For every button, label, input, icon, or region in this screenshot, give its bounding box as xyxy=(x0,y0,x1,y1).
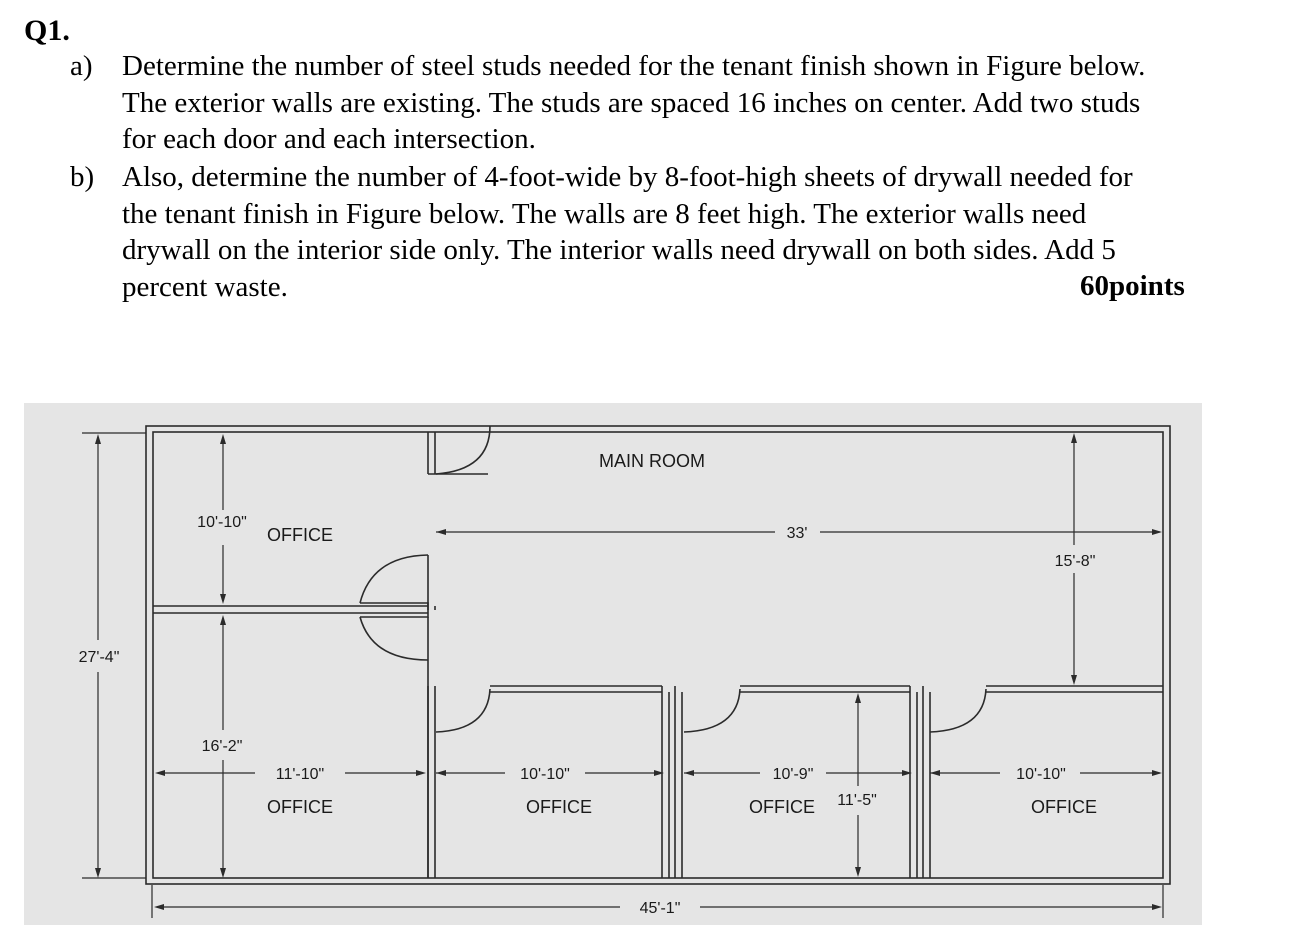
door-top-office xyxy=(360,555,428,603)
part-a xyxy=(70,48,1270,160)
part-a-line-2: The exterior walls are existing. The studs are spaced 16 inches on center. Add two studs xyxy=(122,86,1141,119)
dim-top-office-depth: 10'-10" xyxy=(197,514,247,531)
floor-plan-drawing xyxy=(24,403,1202,925)
dim-office3-width: 10'-9" xyxy=(772,766,814,783)
office-wall-lower xyxy=(428,555,435,878)
door-bottom-office xyxy=(360,617,428,660)
part-a-line-3: for each door and each intersection. xyxy=(122,123,536,155)
dim-overall-width: 45'-1" xyxy=(639,900,681,917)
office-top-left-label: OFFICE xyxy=(267,525,333,545)
partition-3-4b xyxy=(923,686,930,878)
part-b-label: b) xyxy=(70,161,95,193)
office-1-label: OFFICE xyxy=(267,797,333,817)
dim-main-room-width: 33' xyxy=(786,525,808,542)
dim-office4-width: 10'-10" xyxy=(1016,766,1066,783)
office2-top-wall xyxy=(490,686,662,692)
door-office-3 xyxy=(684,689,740,732)
partition-3-4 xyxy=(910,686,917,878)
part-a-line-1: Determine the number of steel studs needed for the tenant finish shown in Figure below. xyxy=(122,50,1146,82)
part-b-line-2: the tenant finish in Figure below. The walls are 8 feet high. The exterior walls need xyxy=(122,197,1087,230)
floor-plan-figure xyxy=(24,403,1202,925)
part-b-line-3: drywall on the interior side only. The interior walls need drywall on both sides. Add 5 xyxy=(122,234,1116,266)
part-b-line-1: Also, determine the number of 4-foot-wide by 8-foot-high sheets of drywall needed for xyxy=(122,161,1133,193)
dim-bottom-office-depth: 16'-2" xyxy=(201,738,243,755)
part-a-label: a) xyxy=(70,50,93,82)
office1-right-wall xyxy=(428,686,435,878)
dim-office1-width: 11'-10" xyxy=(275,766,325,783)
dimension-lines xyxy=(82,433,1163,918)
points-value: 60points xyxy=(1080,270,1185,302)
office-wall-upper xyxy=(428,432,435,474)
main-room-label: MAIN ROOM xyxy=(599,451,705,471)
dim-main-room-depth: 15'-8" xyxy=(1054,553,1096,570)
office4-top-wall xyxy=(986,686,1163,692)
partition-2-3 xyxy=(662,686,669,878)
office3-top-wall xyxy=(740,686,910,692)
dim-overall-height: 27'-4" xyxy=(78,649,120,666)
office-4-label: OFFICE xyxy=(1031,797,1097,817)
divider-end-door xyxy=(360,603,428,617)
dimension-arrows xyxy=(95,433,1162,910)
office-3-label: OFFICE xyxy=(749,797,815,817)
door-main-entry xyxy=(436,426,490,474)
door-office-2 xyxy=(436,689,490,732)
partition-2-3b xyxy=(675,686,682,878)
dim-office3-depth: 11'-5" xyxy=(837,792,877,809)
door-office-4 xyxy=(930,689,986,732)
part-b-line-4: percent waste. xyxy=(122,270,288,303)
office-2-label: OFFICE xyxy=(526,797,592,817)
dim-office2-width: 10'-10" xyxy=(520,766,570,783)
dimension-labels xyxy=(79,514,1096,917)
question-number: Q1. xyxy=(24,14,70,47)
left-office-divider xyxy=(153,606,428,613)
